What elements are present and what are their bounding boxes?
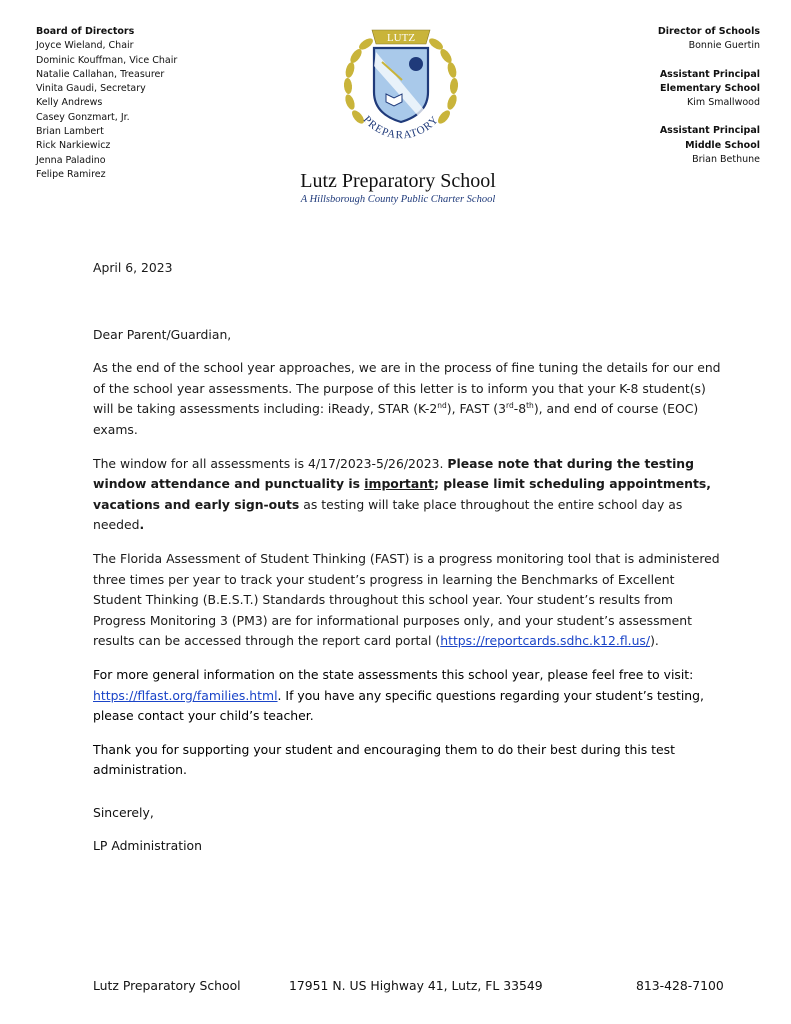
ap-middle-school: Middle School — [685, 139, 760, 151]
school-seal-logo — [336, 22, 466, 152]
footer-school-name: Lutz Preparatory School — [93, 978, 241, 993]
closing: Sincerely, — [93, 805, 154, 820]
paragraph-more-info: For more general information on the state assessments this school year, please feel free to visit: https://flfast.org/families.html. If you have any specific questions regarding your student’s testing, please contact your child’s teacher. — [93, 666, 704, 724]
staff-list — [658, 25, 760, 167]
board-member: Vinita Gaudi, Secretary — [36, 83, 146, 95]
letter-body — [93, 258, 725, 794]
board-member: Natalie Callahan, Treasurer — [36, 68, 165, 80]
ap-middle-title: Assistant Principal — [659, 125, 760, 137]
board-member: Dominic Kouffman, Vice Chair — [36, 54, 178, 66]
director-title: Director of Schools — [657, 26, 760, 37]
signature: LP Administration — [93, 838, 202, 853]
board-member: Brian Lambert — [36, 126, 104, 138]
footer-address: 17951 N. US Highway 41, Lutz, FL 33549 — [289, 978, 543, 993]
report-card-portal-link[interactable]: https://reportcards.sdhc.k12.fl.us/ — [440, 633, 651, 649]
paragraph-thanks: Thank you for supporting your student and encouraging them to do their best during this test administration. — [93, 741, 675, 778]
globe-icon — [409, 57, 423, 71]
ap-elementary-name: Kim Smallwood — [687, 97, 760, 109]
paragraph-fast: The Florida Assessment of Student Thinking (FAST) is a progress monitoring tool that is administered three times per year to track your student’s progress in learning the Benchmarks of Excellent Student Thinking (B.E.S.T.) Standards throughout this school year. Your student’s results from Progress Monitoring 3 (PM3) are for informational purposes only, and your student’s assessment results can be accessed through the report card portal (https://reportcards.sdhc.k12.fl.us/). — [93, 550, 720, 649]
seal-top-text: LUTZ — [386, 32, 416, 44]
board-member: Kelly Andrews — [36, 97, 103, 109]
board-member: Felipe Ramirez — [36, 168, 106, 180]
flfast-families-link[interactable]: https://flfast.org/families.html — [93, 687, 278, 703]
seal-bottom-text: PREPARATORY — [360, 113, 442, 142]
board-member: Joyce Wieland, Chair — [36, 40, 134, 52]
board-heading: Board of Directors — [36, 26, 135, 37]
board-member: Casey Gonzmart, Jr. — [36, 111, 130, 123]
school-name: Lutz Preparatory School — [300, 170, 496, 192]
ap-elementary-title: Assistant Principal — [659, 68, 760, 80]
board-of-directors — [36, 25, 177, 182]
board-member: Jenna Paladino — [36, 154, 106, 166]
school-subtitle: A Hillsborough County Public Charter School — [300, 194, 496, 205]
board-member: Rick Narkiewicz — [36, 140, 111, 152]
ap-middle-name: Brian Bethune — [692, 154, 760, 166]
director-name: Bonnie Guertin — [688, 40, 760, 52]
ap-elementary-school: Elementary School — [660, 82, 760, 94]
footer-phone: 813-428-7100 — [636, 978, 724, 993]
letter-date: April 6, 2023 — [93, 260, 173, 275]
greeting: Dear Parent/Guardian, — [93, 326, 232, 342]
paragraph-testing-window: The window for all assessments is 4/17/2023-5/26/2023. Please note that during the testing window attendance and punctuality is important; please limit scheduling appointments, vacations and early sign-outs as testing will take place throughout the entire school day as needed. — [93, 455, 711, 533]
paragraph-assessments: As the end of the school year approaches, we are in the process of fine tuning the details for our end of the school year assessments. The purpose of this letter is to inform you that your K-8 student(s) will be taking assessments including: iReady, STAR (K-2nd), FAST (3rd-8th), and end of course (EOC) exams. — [93, 360, 721, 437]
